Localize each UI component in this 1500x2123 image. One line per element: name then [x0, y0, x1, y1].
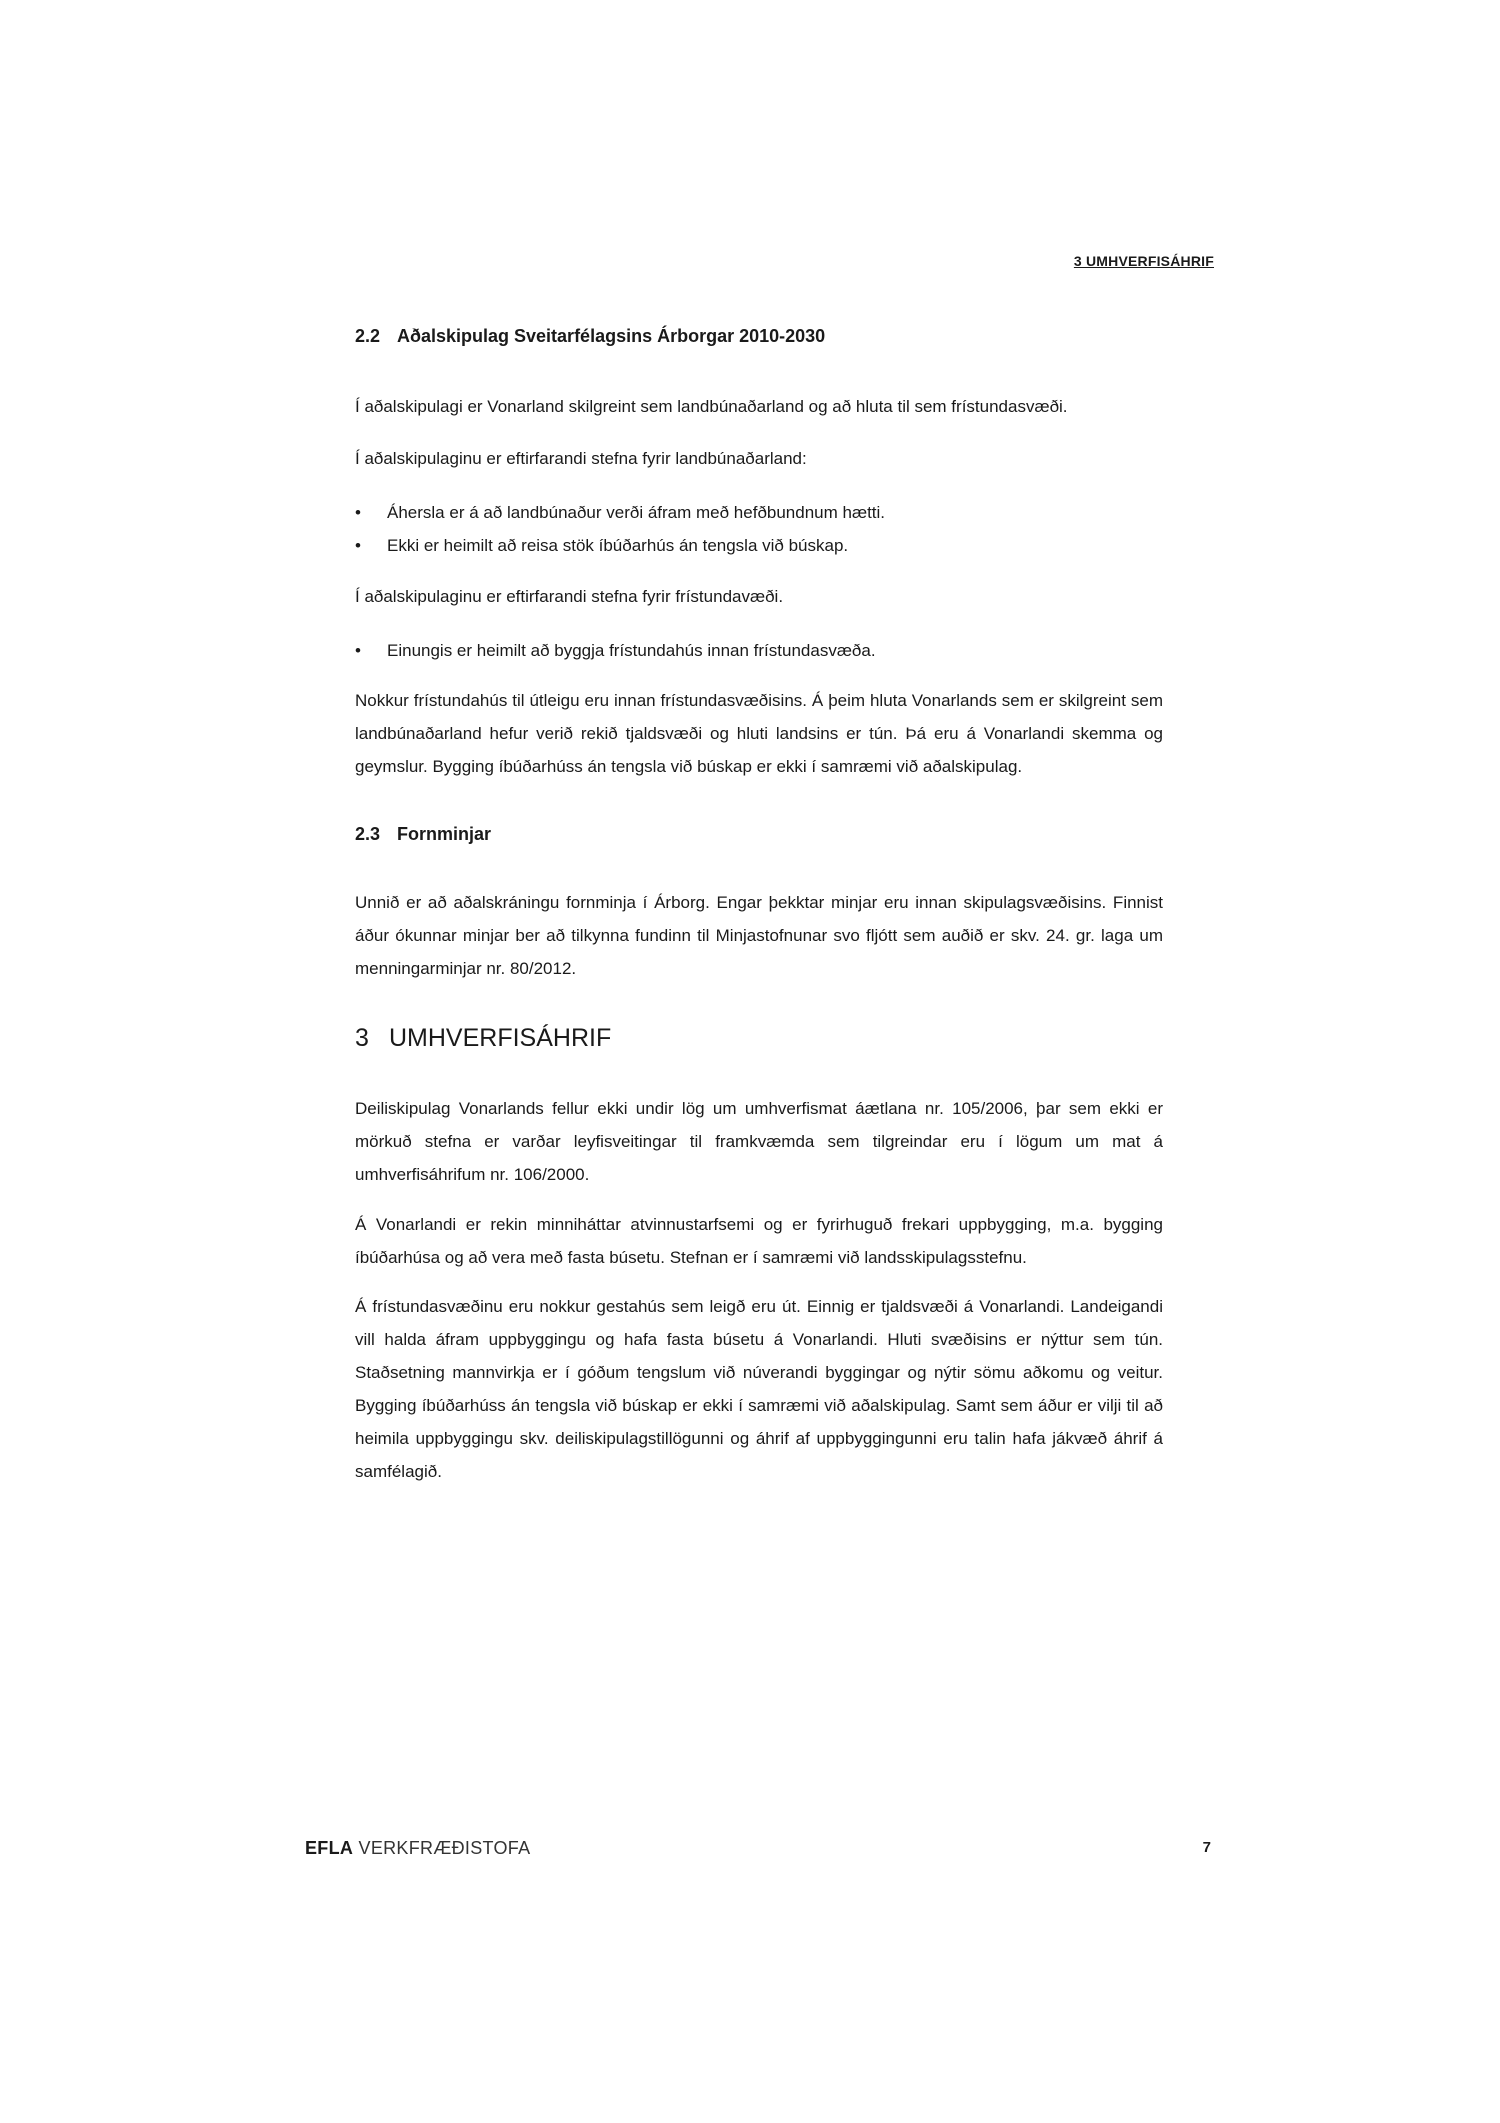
paragraph: Nokkur frístundahús til útleigu eru innan frístundasvæðisins. Á þeim hluta Vonarlands sem er skilgreint sem landbúnaðarland hefur verið rekið tjaldsvæði og hluti landsins er tún. Þá eru á Vonarlandi skemma og geymslur. Bygging íbúðarhúss án tengsla við búskap er ekki í samræmi við aðalskipulag.: [355, 691, 1163, 776]
running-header: 3 UMHVERFISÁHRIF: [1073, 253, 1214, 269]
paragraph: Í aðalskipulagi er Vonarland skilgreint sem landbúnaðarland og að hluta til sem frístundasvæði.: [355, 397, 1068, 416]
paragraph: Í aðalskipulaginu er eftirfarandi stefna fyrir landbúnaðarland:: [355, 449, 807, 468]
footer-brand-logo: [305, 1838, 530, 1859]
list-item: • Ekki er heimilt að reisa stök íbúðarhús án tengsla við búskap.: [355, 529, 1163, 562]
bullet-icon: •: [355, 641, 361, 660]
section-title: Fornminjar: [397, 824, 492, 844]
list-item: • Áhersla er á að landbúnaður verði áfram með hefðbundnum hætti.: [355, 496, 1163, 529]
page-number: 7: [1202, 1839, 1211, 1856]
list-item: • Einungis er heimilt að byggja frístundahús innan frístundasvæða.: [355, 634, 1163, 667]
section-number: 2.2: [355, 326, 381, 346]
paragraph: Í aðalskipulaginu er eftirfarandi stefna fyrir frístundavæði.: [355, 587, 784, 606]
section-2-2-heading: [355, 326, 825, 347]
brand-subtitle: VERKFRÆÐISTOFA: [358, 1838, 531, 1858]
paragraph: Unnið er að aðalskráningu fornminja í Árborg. Engar þekktar minjar eru innan skipulagsvæðisins. Finnist áður ókunnar minjar ber að tilkynna fundinn til Minjastofnunar svo fljótt sem auðið er skv. 24. gr. laga um menningarminjar nr. 80/2012.: [355, 893, 1163, 978]
paragraph: Deiliskipulag Vonarlands fellur ekki undir lög um umhverfismat áætlana nr. 105/2006, þar sem ekki er mörkuð stefna er varðar leyfisveitingar til framkvæmda sem tilgreindar eru í lögum um mat á umhverfisáhrifum nr. 106/2000.: [355, 1099, 1163, 1184]
bullet-icon: •: [355, 536, 361, 555]
bullet-list: [355, 634, 1163, 667]
bullet-icon: •: [355, 503, 361, 522]
section-2-3-heading: [355, 824, 491, 845]
brand-name: EFLA: [305, 1838, 354, 1858]
section-number: 2.3: [355, 824, 381, 844]
section-title: Aðalskipulag Sveitarfélagsins Árborgar 2010-2030: [397, 326, 826, 346]
section-title: UMHVERFISÁHRIF: [389, 1024, 612, 1052]
paragraph: Á Vonarlandi er rekin minniháttar atvinnustarfsemi og er fyrirhuguð frekari uppbygging, m.a. bygging íbúðarhúsa og að vera með fasta búsetu. Stefnan er í samræmi við landsskipulagsstefnu.: [355, 1215, 1163, 1267]
bullet-list: [355, 496, 1163, 562]
paragraph: Á frístundasvæðinu eru nokkur gestahús sem leigð eru út. Einnig er tjaldsvæði á Vonarlandi. Landeigandi vill halda áfram uppbyggingu og hafa fasta búsetu á Vonarlandi. Hluti svæðisins er nýttur sem tún. Staðsetning mannvirkja er í góðum tengslum við núverandi byggingar og nýtir sömu aðkomu og veitur. Bygging íbúðarhúss án tengsla við búskap er ekki í samræmi við aðalskipulag. Samt sem áður er vilji til að heimila uppbyggingu skv. deiliskipulagstillögunni og áhrif af uppbyggingunni eru talin hafa jákvæð áhrif á samfélagið.: [355, 1297, 1163, 1481]
section-3-heading: [355, 1024, 611, 1053]
section-number: 3: [355, 1024, 369, 1052]
